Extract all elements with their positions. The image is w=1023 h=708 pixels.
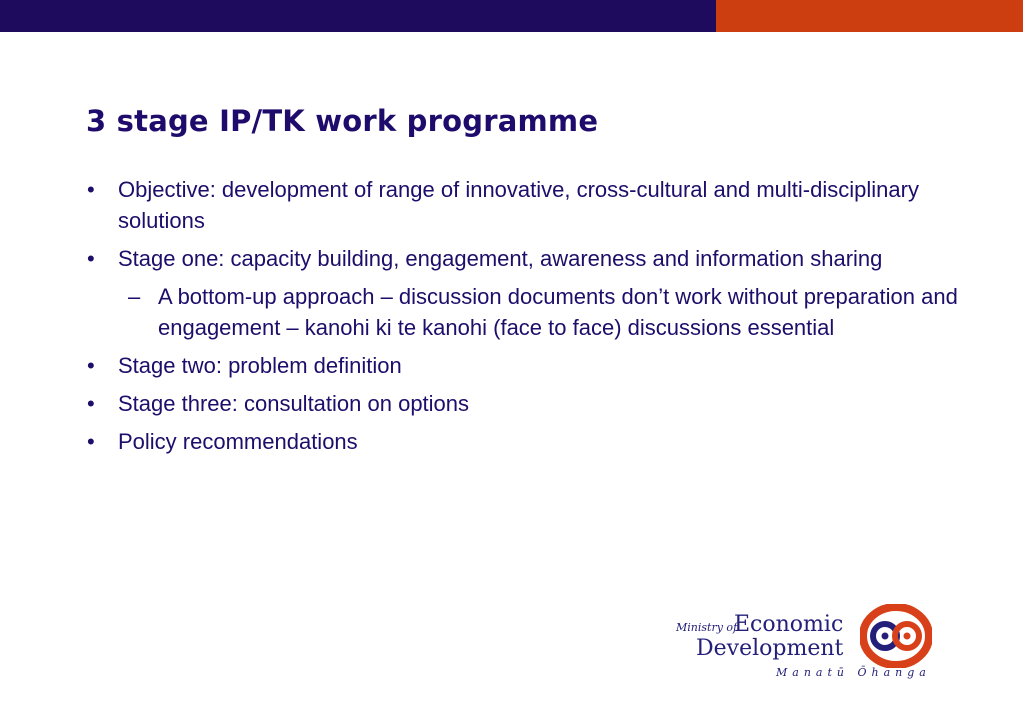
slide-title: 3 stage IP/TK work programme (86, 104, 599, 138)
bullet-item-stage-two (0, 350, 1023, 381)
bullet-text: Stage three: consultation on options (118, 391, 470, 416)
top-bar-orange-segment (716, 0, 1023, 32)
bullet-marker: • (87, 246, 95, 271)
sub-bullet-item-bottom-up (0, 281, 1023, 343)
koru-swirl-icon (860, 604, 932, 668)
bullet-list (0, 174, 1023, 464)
bullet-marker: • (87, 429, 95, 454)
bullet-item-stage-one (0, 243, 1023, 274)
logo-economic-text: Economic (734, 612, 844, 637)
sub-bullet-marker: – (128, 284, 141, 309)
bullet-text: Stage one: capacity building, engagement, awareness and information sharing (118, 246, 883, 271)
ministry-logo (668, 600, 948, 690)
logo-maori-name-text: Manatū Ōhanga (776, 666, 931, 679)
logo-ministry-of-text: Ministry of (676, 621, 738, 634)
bullet-marker: • (87, 391, 95, 416)
bullet-text: Policy recommendations (118, 429, 358, 454)
top-decorative-bar (0, 0, 1023, 32)
bullet-marker: • (87, 353, 95, 378)
bullet-marker: • (87, 177, 95, 202)
bullet-text: Stage two: problem definition (118, 353, 402, 378)
sub-bullet-text: A bottom-up approach – discussion documents don’t work without preparation and engagement – kanohi ki te kanohi (face to face) discussions essential (158, 284, 958, 340)
bullet-item-policy (0, 426, 1023, 457)
bullet-text: Objective: development of range of innovative, cross-cultural and multi-disciplinary solutions (118, 177, 919, 233)
bullet-item-objective (0, 174, 1023, 236)
bullet-item-stage-three (0, 388, 1023, 419)
logo-development-text: Development (696, 636, 844, 661)
top-bar-navy-segment (0, 0, 716, 32)
